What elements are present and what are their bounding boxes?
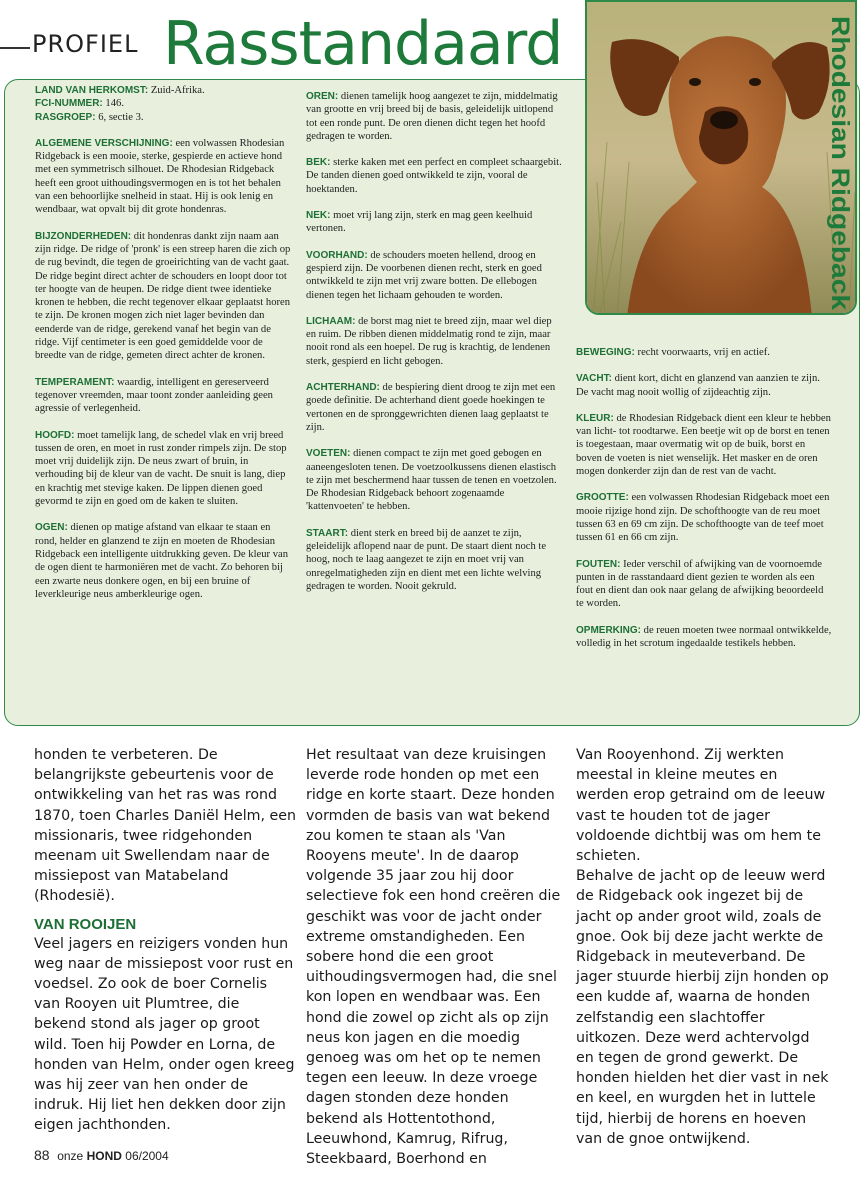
section-staart: STAART: dient sterk en breed bij de aanzet te zijn, geleidelijk aflopend naar de punt. De staart dient noch te hoog, noch te laag aangezet te zijn en moet vrij van onregelmatigheden zijn en dient met een lichte welving gedragen te worden. Nooit gekruld. — [306, 527, 547, 592]
section-label: PROFIEL — [32, 30, 139, 58]
breed-vertical-title — [822, 14, 858, 310]
section-grootte: GROOTTE: een volwassen Rhodesian Ridgeback moet een mooie rijzige hond zijn. De schofthoogte van de reu moet tussen 63 en 69 cm zijn. De schofthoogte van de teef moet tussen 61 en 66 cm zijn. — [576, 492, 830, 544]
article-paragraph: Het resultaat van deze kruisingen leverde rode honden op met een ridge en korte staart. Deze honden vormden de basis van wat bekend zou komen te staan als 'Van Rooyens meute'. In de daarop volgende 35 jaar zou hij door selectieve fok een hond creëren die geschikt was voor de jacht onder extreme omstandigheden. Een sobere hond die een groot uithoudingsvermogen had, die snel kon lopen en wendbaar was. Een hond die zowel op zicht als op zijn neus kon jagen en die moedig genoeg was om het op te nemen tegen een leeuw. In deze vroege dagen stonden deze honden bekend als Hottentothond, Leeuwhond, Kamrug, Rifrug, Steekbaard, Boerhond en — [306, 747, 561, 1168]
page-footer — [34, 1147, 169, 1163]
section-kleur: KLEUR: de Rhodesian Ridgeback dient een kleur te hebben van licht- tot roodtarwe. Een beetje wit op de borst en tenen is toegestaan, maar overmatig wit op de buik, borst en boven de voeten is niet wenselijk. Het masker en de oren mogen donkerder zijn dan de rest van de vacht. — [576, 412, 831, 478]
section-opmerking: OPMERKING: de reuen moeten twee normaal ontwikkelde, volledig in het scrotum ingedaalde testikels hebben. — [576, 624, 832, 650]
breed-vertical-text: Rhodesian Ridgeback — [826, 16, 854, 278]
article-paragraph: honden te verbeteren. De belangrijkste gebeurtenis voor de ontwikkeling van het ras was rond 1870, toen Charles Daniël Helm, een missionaris, twee ridgehonden meenam uit Swellendam naar de missiepost van Matabeland (Rhodesië). — [34, 747, 296, 905]
breed-facts: LAND VAN HERKOMST: Zuid-Afrika. FCI-NUMMER: 146. RASGROEP: 6, sectie 3. — [35, 85, 205, 123]
section-nek: NEK: moet vrij lang zijn, sterk en mag geen keelhuid vertonen. — [306, 210, 533, 235]
section-temperament: TEMPERAMENT: waardig, intelligent en gereserveerd tegenover vreemden, maar toont zonder aanleiding geen agressie of verlegenheid. — [35, 376, 273, 415]
section-algemene-verschijning: ALGEMENE VERSCHIJNING: een volwassen Rhodesian Ridgeback is een mooie, sterke, gespierde en actieve hond met een symmetrisch silhouet. De Rhodesian Ridgeback heeft een groot uithoudingsvermogen en is tot het behalen van een behoorlijke snelheid in staat. Hij is ook lenig en wendbaar, wat opvalt bij dit grote hondenras. — [35, 137, 285, 216]
section-bek: BEK: sterke kaken met een perfect en compleet schaargebit. De tanden dienen goed ontwikkeld te zijn, vooral de hoektanden. — [306, 157, 562, 195]
section-ogen: OGEN: dienen op matige afstand van elkaar te staan en rond, helder en glanzend te zijn en moeten de Rhodesian Ridgeback een intelligente uitdrukking geven. De kleur van de ogen dient te harmoniëren met de vacht. Zo behoren bij een zwarte neus donkere ogen, en bij een bruine of leverkleurige neus amberkleurige ogen. — [35, 522, 288, 600]
standard-column-2 — [306, 90, 562, 606]
section-beweging: BEWEGING: recht voorwaarts, vrij en actief. — [576, 347, 770, 358]
section-oren: OREN: dienen tamelijk hoog aangezet te zijn, middelmatig van grootte en vrij breed bij de basis, geleidelijk uitlopend tot een ronde punt. De oren dienen dicht tegen het hoofd gedragen te worden. — [306, 91, 558, 142]
standard-column-3 — [576, 346, 832, 663]
article-paragraph: Van Rooyenhond. Zij werkten meestal in kleine meutes en werden erop getraind om de leeuw vast te houden tot de jager voldoende dichtbij was om hem te schieten. — [576, 747, 826, 865]
section-voeten: VOETEN: dienen compact te zijn met goed gebogen en aaneengesloten tenen. De voetzoolkussens dienen elastisch te zijn met beschermend haar tussen de tenen en voetzolen. De Rhodesian Ridgeback behoort zogenaamde 'kattenvoeten' te hebben. — [306, 448, 557, 513]
article-column-3 — [576, 745, 830, 1149]
section-fouten: FOUTEN: Ieder verschil of afwijking van de voornoemde punten in de rasstandaard dient gezien te worden als een fout en dient dan ook naar gelang de afwijking beoordeeld te worden. — [576, 558, 824, 610]
page-number: 88 — [34, 1147, 50, 1163]
dog-photo — [585, 0, 857, 315]
article-subheading: VAN ROOIJEN — [34, 915, 137, 933]
section-rule — [0, 47, 30, 49]
article-column-1 — [34, 745, 296, 1136]
section-hoofd: HOOFD: moet tamelijk lang, de schedel vlak en vrij breed tussen de oren, en moet in rust zonder rimpels zijn. De stop moet vrij duidelijk zijn. De neus zwart of bruin, in verhouding bij de kleur van de vacht. De snuit is lang, diep en krachtig met stevige kaken. De lippen dienen goed gevormd te zijn en goed om de kaken te sluiten. — [35, 429, 287, 508]
section-achterhand: ACHTERHAND: de bespiering dient droog te zijn met een goede definitie. De achterhand dient goede hoekingen te vertonen en de spronggewrichten dienen laag geplaatst te zijn. — [306, 382, 556, 433]
section-vacht: VACHT: dient kort, dicht en glanzend van aanzien te zijn. De vacht mag nooit wollig of zijdeachtig zijn. — [576, 373, 820, 398]
section-voorhand: VOORHAND: de schouders moeten hellend, droog en gespierd zijn. De voorbenen dienen recht, sterk en goed ontwikkeld te zijn met vrij zware botten. De ellebogen dienen tegen het lichaam gehouden te worden. — [306, 249, 542, 301]
article-paragraph: Behalve de jacht op de leeuw werd de Ridgeback ook ingezet bij de jacht op ander groot wild, zoals de gnoe. Ook bij deze jacht werkte de Ridgeback in meuteverband. De jager stuurde hierbij zijn honden op een kudde af, waarna de honden zelfstandig een slachtoffer uitkozen. Deze werd achtervolgd en tegen de grond gewerkt. De honden hielden het dier vast in nek en keel, en wurgden het in luttele tijd, hierbij de horens en hoeven van de gnoe ontwijkend. — [576, 868, 829, 1147]
page-title: Rasstandaard — [163, 9, 563, 79]
article-column-2 — [306, 745, 564, 1169]
section-lichaam: LICHAAM: de borst mag niet te breed zijn, maar wel diep en ruim. De ribben dienen middelmatig rond te zijn, maar nooit rond als een hoepel. De rug is krachtig, de lendenen sterk, gespierd en licht gebogen. — [306, 315, 552, 367]
magazine-name: onze HOND 06/2004 — [57, 1149, 169, 1163]
section-bijzonderheden: BIJZONDERHEDEN: dit hondenras dankt zijn naam aan zijn ridge. De ridge of 'pronk' is een streep haren die zich op de rug bevindt, die tegen de groeirichting van de vacht gaat. De ridge begint direct achter de schouders en loopt door tot ter hoogte van de heupen. De ridge dient twee identieke kronen te hebben, die recht tegenover elkaar geplaatst horen te zijn. De kronen mogen zich niet lager bevinden dan eenderde van de ridge, gerekend vanaf het begin van de ridge. Vijf centimeter is een goed gemiddelde voor de breedte van de ridge, gemeten direct achter de kronen. — [35, 230, 291, 362]
article-paragraph: Veel jagers en reizigers vonden hun weg naar de missiepost voor rust en voedsel. Zo ook de boer Cornelis van Rooyen uit Plumtree, die bekend stond als jager op groot wild. Toen hij Powder en Lorna, de honden van Helm, onder ogen kreeg was hij zeer van hen onder de indruk. Hij liet hen dekken door zijn eigen jachthonden. — [34, 935, 295, 1134]
standard-column-1 — [35, 84, 291, 614]
